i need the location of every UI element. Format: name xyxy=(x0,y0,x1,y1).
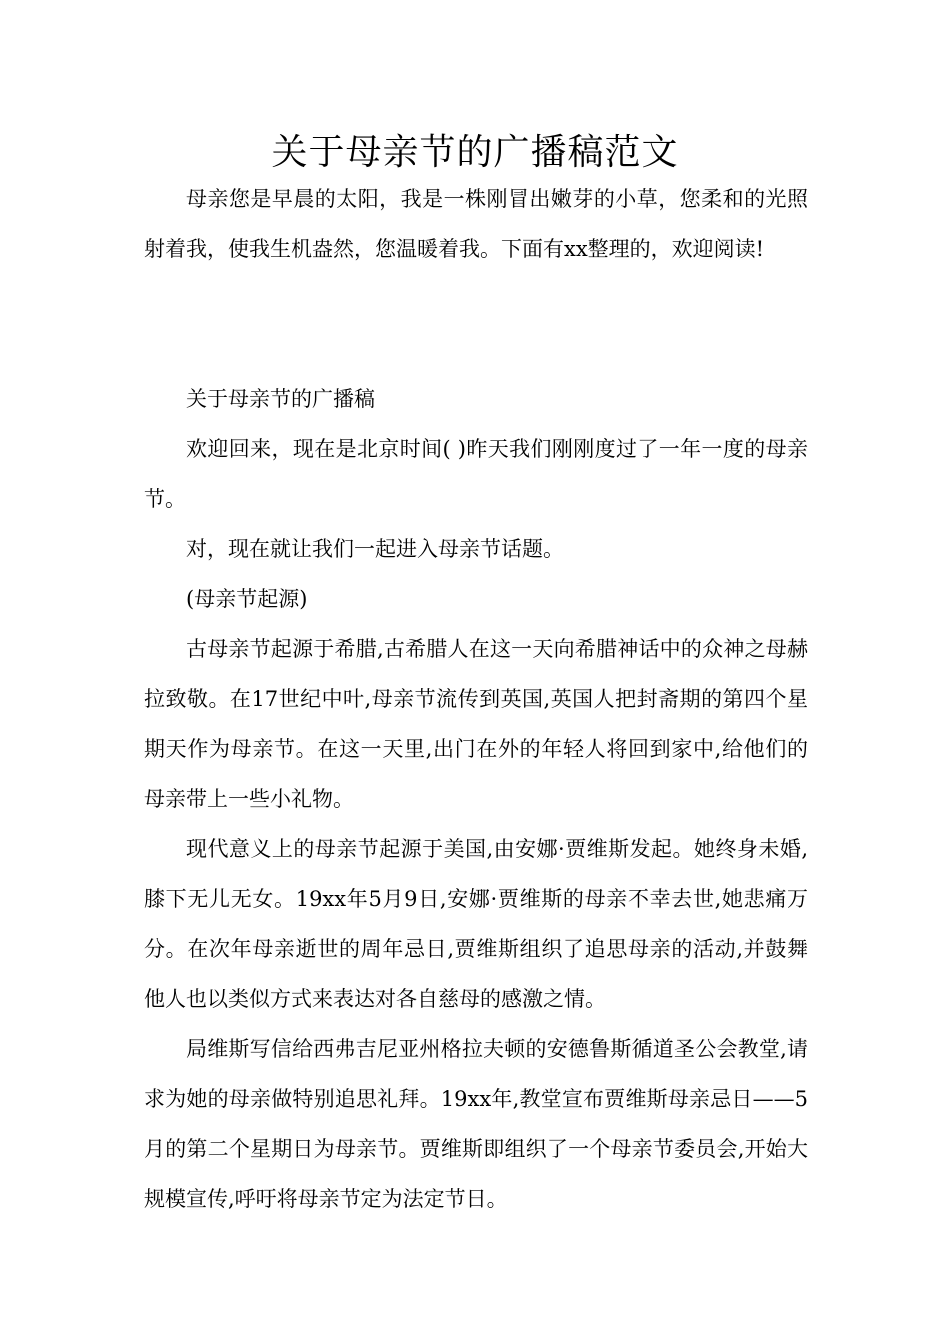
section-heading: 关于母亲节的广播稿 xyxy=(186,387,375,411)
body-paragraph: 对，现在就让我们一起进入母亲节话题。 xyxy=(186,537,564,561)
body-paragraph: 欢迎回来，现在是北京时间( )昨天我们刚刚度过了一年一度的母亲节。 xyxy=(144,437,808,511)
subsection-heading: (母亲节起源) xyxy=(186,587,308,611)
body-paragraph: 古母亲节起源于希腊,古希腊人在这一天向希腊神话中的众神之母赫拉致敬。在17世纪中叶,母亲节流传到英国,英国人把封斋期的第四个星期天作为母亲节。在这一天里,出门在外的年轻人将回到家中,给他们的母亲带上一些小礼物。 xyxy=(144,637,808,811)
body-paragraph: 局维斯写信给西弗吉尼亚州格拉夫顿的安德鲁斯循道圣公会教堂,请求为她的母亲做特别追思礼拜。19xx年,教堂宣布贾维斯母亲忌日——5月的第二个星期日为母亲节。贾维斯即组织了一个母亲节委员会,开始大规模宣传,呼吁将母亲节定为法定节日。 xyxy=(144,1037,808,1211)
document-body xyxy=(144,174,808,1224)
intro-paragraph: 母亲您是早晨的太阳，我是一株刚冒出嫩芽的小草，您柔和的光照射着我，使我生机盎然，您温暖着我。下面有xx整理的，欢迎阅读! xyxy=(144,187,808,261)
body-paragraph: 现代意义上的母亲节起源于美国,由安娜·贾维斯发起。她终身未婚,膝下无儿无女。19xx年5月9日,安娜·贾维斯的母亲不幸去世,她悲痛万分。在次年母亲逝世的周年忌日,贾维斯组织了追思母亲的活动,并鼓舞他人也以类似方式来表达对各自慈母的感激之情。 xyxy=(144,837,808,1011)
blank-line xyxy=(144,324,808,374)
document-title: 关于母亲节的广播稿范文 xyxy=(271,132,679,173)
blank-line xyxy=(144,274,808,324)
